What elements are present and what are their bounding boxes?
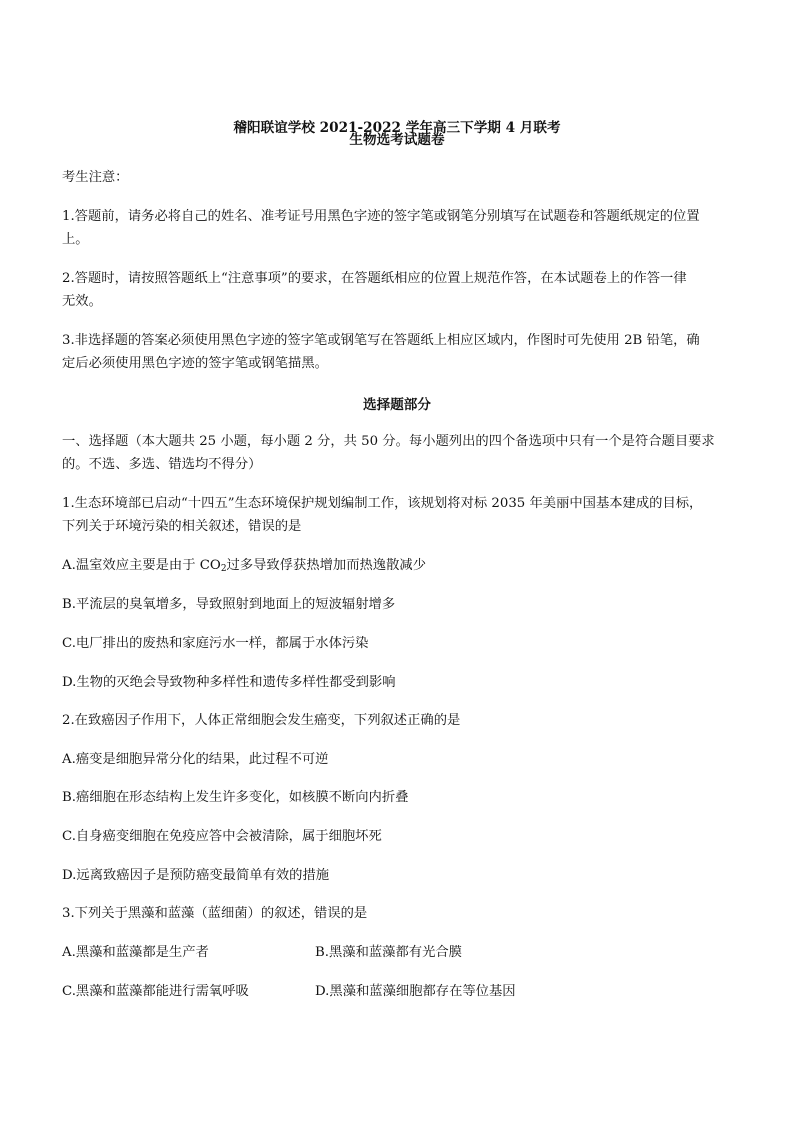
exam-title: 稽阳联谊学校 2021-2022 学年高三下学期 4 月联考 <box>233 120 561 136</box>
q2-option-d: D.远离致癌因子是预防癌变最简单有效的措施 <box>62 868 330 883</box>
q1-option-d: D.生物的灭绝会导致物种多样性和遗传多样性都受到影响 <box>62 675 396 690</box>
q1-option-a <box>62 556 426 576</box>
q3-option-a: A.黑藻和蓝藻都是生产者 <box>62 945 209 960</box>
notice-item-2-line2: 无效。 <box>62 294 102 309</box>
q2-stem: 2.在致癌因子作用下，人体正常细胞会发生癌变，下列叙述正确的是 <box>62 713 461 728</box>
section-intro-line2: 的。不选、多选、错选均不得分） <box>62 457 262 472</box>
q3-option-d: D.黑藻和蓝藻细胞都存在等位基因 <box>315 984 516 999</box>
section-title: 选择题部分 <box>363 397 431 413</box>
q1-option-a-subscript: 2 <box>220 564 227 574</box>
q3-stem: 3.下列关于黑藻和蓝藻（蓝细菌）的叙述，错误的是 <box>62 906 368 921</box>
q3-option-c: C.黑藻和蓝藻都能进行需氧呼吸 <box>62 984 249 999</box>
q2-option-b: B.癌细胞在形态结构上发生许多变化，如核膜不断向内折叠 <box>62 790 409 805</box>
notice-item-3-line1: 3.非选择题的答案必须使用黑色字迹的签字笔或钢笔写在答题纸上相应区域内，作图时可先使用 2B 铅笔，确 <box>62 333 700 348</box>
notice-item-2-line1: 2.答题时，请按照答题纸上“注意事项”的要求，在答题纸相应的位置上规范作答，在本试题卷上的作答一律 <box>62 271 687 286</box>
q2-option-a: A.癌变是细胞异常分化的结果，此过程不可逆 <box>62 752 329 767</box>
q1-stem-line1: 1.生态环境部已启动“十四五”生态环境保护规划编制工作，该规划将对标 2035 年美丽中国基本建成的目标， <box>62 496 703 511</box>
notice-item-1-line1: 1.答题前，请务必将自己的姓名、准考证号用黑色字迹的签字笔或钢笔分别填写在试题卷和答题纸规定的位置 <box>62 209 700 224</box>
notice-item-3-line2: 定后必须使用黑色字迹的签字笔或钢笔描黑。 <box>62 356 328 371</box>
q2-option-c: C.自身癌变细胞在免疫应答中会被清除，属于细胞坏死 <box>62 829 382 844</box>
exam-subtitle: 生物选考试题卷 <box>349 132 445 148</box>
q1-option-a-post: 过多导致俘获热增加而热逸散减少 <box>226 558 426 573</box>
q1-option-a-pre: A.温室效应主要是由于 CO <box>62 558 221 573</box>
section-intro-line1: 一、选择题（本大题共 25 小题，每小题 2 分，共 50 分。每小题列出的四个备选项中只有一个是符合题目要求 <box>62 434 715 449</box>
notice-item-1-line2: 上。 <box>62 232 89 247</box>
notice-heading: 考生注意： <box>62 170 129 185</box>
q1-option-b: B.平流层的臭氧增多，导致照射到地面上的短波辐射增多 <box>62 597 396 612</box>
q1-option-c: C.电厂排出的废热和家庭污水一样，都属于水体污染 <box>62 636 369 651</box>
q1-stem-line2: 下列关于环境污染的相关叙述，错误的是 <box>62 519 302 534</box>
q3-option-b: B.黑藻和蓝藻都有光合膜 <box>315 945 462 960</box>
